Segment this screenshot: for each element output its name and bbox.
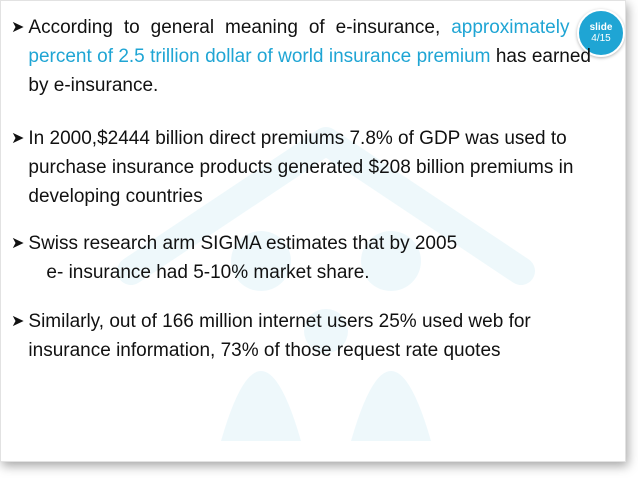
bullet-item-3	[11, 229, 591, 287]
bullet-item-1	[11, 13, 591, 100]
bullet-text-3	[28, 229, 591, 287]
bullet-1-prefix: According to general meaning of e-insurance,	[28, 17, 441, 38]
check-arrow-icon: ➤	[11, 235, 25, 252]
check-arrow-icon: ➤	[11, 313, 25, 330]
check-arrow-icon: ➤	[11, 130, 25, 147]
bullet-item-4	[11, 307, 591, 365]
bullet-4-text: Similarly, out of 166 million internet users 25% used web for insurance information, 73% of those request rate quotes	[28, 311, 531, 361]
check-arrow-icon: ➤	[11, 19, 25, 36]
bullet-2-text: In 2000,$2444 billion direct premiums 7.8% of GDP was used to purchase insurance products generated $208 billion premiums in developing countries	[28, 128, 574, 207]
bullet-3-line2: e- insurance had 5-10% market share.	[46, 262, 370, 283]
bullet-text-1	[28, 13, 591, 100]
badge-label: slide	[589, 22, 613, 33]
badge-number: 4/15	[591, 33, 611, 44]
slide-content	[11, 13, 591, 365]
bullet-3-line1: Swiss research arm SIGMA estimates that by 2005	[28, 233, 458, 254]
bullet-1-highlight: approximately 1 percent of 2.5 trillion dollar of world insurance premium	[28, 17, 591, 67]
bullet-1-suffix: has earned by e-insurance.	[28, 46, 591, 96]
bullet-item-2	[11, 124, 591, 211]
